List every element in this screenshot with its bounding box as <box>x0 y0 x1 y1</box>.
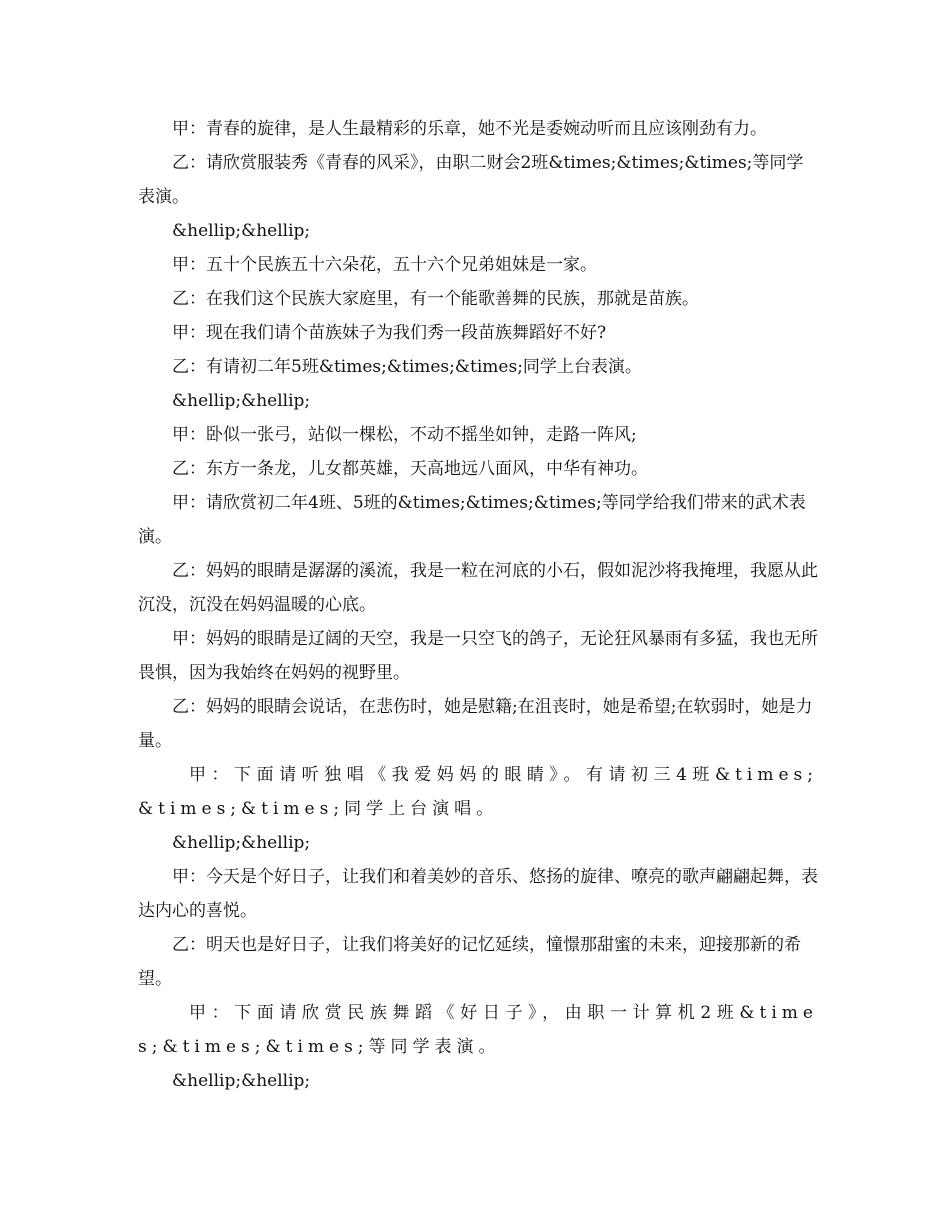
paragraph-15: 甲：下面请听独唱《我爱妈妈的眼睛》。有请初三4班&times;&times;&times;同学上台演唱。 <box>138 765 818 819</box>
paragraph-20: &hellip;&hellip; <box>172 1071 311 1091</box>
paragraph-18: 乙：明天也是好日子，让我们将美好的记忆延续，憧憬那甜蜜的未来，迎接那新的希望。 <box>138 935 801 989</box>
paragraph-14: 乙：妈妈的眼睛会说话，在悲伤时，她是慰籍;在沮丧时，她是希望;在软弱时，她是力量。 <box>138 697 813 751</box>
paragraph-16: &hellip;&hellip; <box>172 833 311 853</box>
paragraph-8: &hellip;&hellip; <box>172 391 311 411</box>
paragraph-9: 甲：卧似一张弓，站似一棵松，不动不摇坐如钟，走路一阵风; <box>172 425 637 445</box>
paragraph-4: 甲：五十个民族五十六朵花，五十六个兄弟姐妹是一家。 <box>172 255 597 275</box>
paragraph-10: 乙：东方一条龙，儿女都英雄，天高地远八面风，中华有神功。 <box>172 459 648 479</box>
paragraph-12: 乙：妈妈的眼睛是潺潺的溪流，我是一粒在河底的小石，假如泥沙将我掩埋，我愿从此沉没，沉没在妈妈温暖的心底。 <box>138 561 818 615</box>
paragraph-2: 乙：请欣赏服装秀《青春的风采》，由职二财会2班&times;&times;&times;等同学表演。 <box>138 153 804 207</box>
paragraph-13: 甲：妈妈的眼睛是辽阔的天空，我是一只空飞的鸽子，无论狂风暴雨有多猛，我也无所畏惧，因为我始终在妈妈的视野里。 <box>138 629 818 683</box>
paragraph-5: 乙：在我们这个民族大家庭里，有一个能歌善舞的民族，那就是苗族。 <box>172 289 699 309</box>
paragraph-17: 甲：今天是个好日子，让我们和着美妙的音乐、悠扬的旋律、嘹亮的歌声翩翩起舞，表达内心的喜悦。 <box>138 867 818 921</box>
paragraph-6: 甲：现在我们请个苗族妹子为我们秀一段苗族舞蹈好不好? <box>172 323 607 343</box>
paragraph-11: 甲：请欣赏初二年4班、5班的&times;&times;&times;等同学给我们带来的武术表演。 <box>138 493 806 547</box>
paragraph-1: 甲：青春的旋律，是人生最精彩的乐章，她不光是委婉动听而且应该刚劲有力。 <box>172 119 767 139</box>
paragraph-19: 甲：下面请欣赏民族舞蹈《好日子》，由职一计算机2班&times;&times;&times;等同学表演。 <box>138 1003 818 1057</box>
paragraph-3: &hellip;&hellip; <box>172 221 311 241</box>
paragraph-7: 乙：有请初二年5班&times;&times;&times;同学上台表演。 <box>172 357 642 377</box>
script-text-block <box>138 112 818 1098</box>
